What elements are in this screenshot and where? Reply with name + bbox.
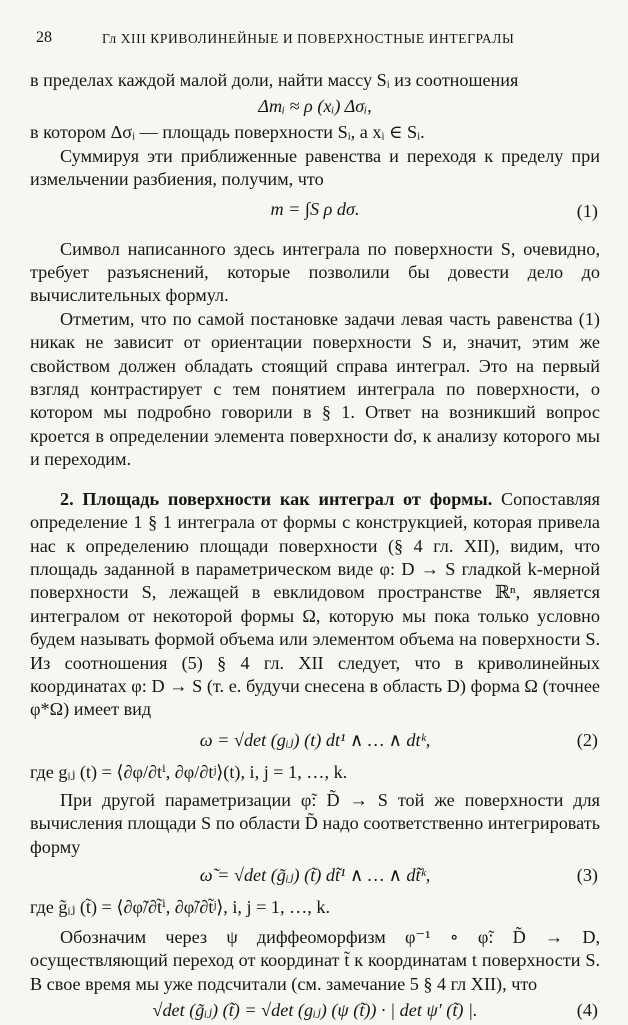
section-2-text: Сопоставляя определение 1 § 1 интеграла от формы с конструкцией, которая привела нас к определению площади поверхности (§ 4 гл. XII), видим, что площадь заданной в параметрическом виде φ: D → S гладкой k-мерной поверхности S, лежащей в евклидовом пространстве ℝⁿ, является интегралом от некоторой формы Ω, которую мы пока только условно будем называть формой объема или элементом объема на поверхности S. Из соотношения (5) § 4 гл. XII следует, что в криволинейных координатах φ: D → S (т. е. будучи снесена в область D) форма Ω (точнее φ*Ω) имеет вид	[30, 488, 600, 720]
formula-4-text: √det (g̃ᵢⱼ) (t̃) = √det (gᵢⱼ) (ψ (t̃)) · | det ψ′ (t̃) |.	[152, 1000, 478, 1021]
formula-2	[30, 726, 600, 755]
page-header	[30, 26, 600, 50]
section-2	[30, 488, 600, 722]
where-3: где g̃ᵢⱼ (t̃) = ⟨∂φ̃/∂t̃ⁱ, ∂φ̃/∂t̃ʲ⟩, i, j = 1, …, k.	[30, 896, 331, 917]
formula-3-number: (3)	[576, 864, 598, 885]
formula-1	[30, 192, 600, 238]
formula-mass-text: Δmᵢ ≈ ρ (xᵢ) Δσᵢ,	[258, 96, 372, 117]
running-head: Гл XIII КРИВОЛИНЕЙНЫЕ И ПОВЕРХНОСТНЫЕ ИНТЕГРАЛЫ	[102, 31, 515, 46]
formula-3	[30, 861, 600, 890]
paragraph-sum: Суммируя эти приближенные равенства и переходя к пределу при измельчении разбиения, получим, что	[30, 145, 600, 190]
formula-2-number: (2)	[576, 729, 598, 750]
intro-line: в пределах каждой малой доли, найти массу Sᵢ из соотношения	[30, 70, 519, 90]
formula-3-text: ω̃ = √det (g̃ᵢⱼ) (t̃) dt̃¹ ∧ … ∧ dt̃ᵏ,	[199, 864, 431, 885]
section-2-title: 2. Площадь поверхности как интеграл от формы.	[60, 488, 493, 509]
where-2: где gᵢⱼ (t) = ⟨∂φ/∂tⁱ, ∂φ/∂tʲ⟩(t), i, j = 1, …, k.	[30, 761, 348, 782]
section-gap	[30, 472, 600, 488]
page-number: 28	[36, 29, 52, 46]
formula-mass	[30, 92, 600, 121]
formula-4-number: (4)	[576, 1000, 598, 1021]
formula-4	[30, 996, 600, 1025]
paragraph-orientation: Отметим, что по самой постановке задачи левая часть равенства (1) никак не зависит от ориентации поверхности S и, значит, этим же свойством должен обладать стоящий справа интеграл. Это на первый взгляд контрастирует с тем понятием интеграла по поверхности, о котором мы подробно говорили в § 1. Ответ на возникший вопрос кроется в определении элемента поверхности dσ, к анализу которого мы и переходим.	[30, 308, 600, 470]
formula-1-text: m = ∫S ρ dσ.	[270, 198, 360, 219]
paragraph-diffeo: Обозначим через ψ диффеоморфизм φ⁻¹ ∘ φ̃: D̃ → D, осуществляющий переход от координат t̃ к координатам t поверхности S. В свое время мы уже подсчитали (см. замечание 5 § 4 гл XII), что	[30, 926, 600, 994]
paragraph-other-param: При другой параметризации φ̃: D̃ → S той же поверхности для вычисления площади S по области D̃ надо соответственно интегрировать форму	[30, 789, 600, 857]
formula-2-text: ω = √det (gᵢⱼ) (t) dt¹ ∧ … ∧ dtᵏ,	[199, 729, 431, 750]
page-body	[30, 69, 600, 1025]
formula-1-number: (1)	[576, 200, 598, 221]
intro-line-2: в котором Δσᵢ — площадь поверхности Sᵢ, а xᵢ ∈ Sᵢ.	[30, 122, 425, 143]
paragraph-symbol: Символ написанного здесь интеграла по поверхности S, очевидно, требует разъяснений, которые позволили бы довести дело до вычислительных формул.	[30, 238, 600, 306]
